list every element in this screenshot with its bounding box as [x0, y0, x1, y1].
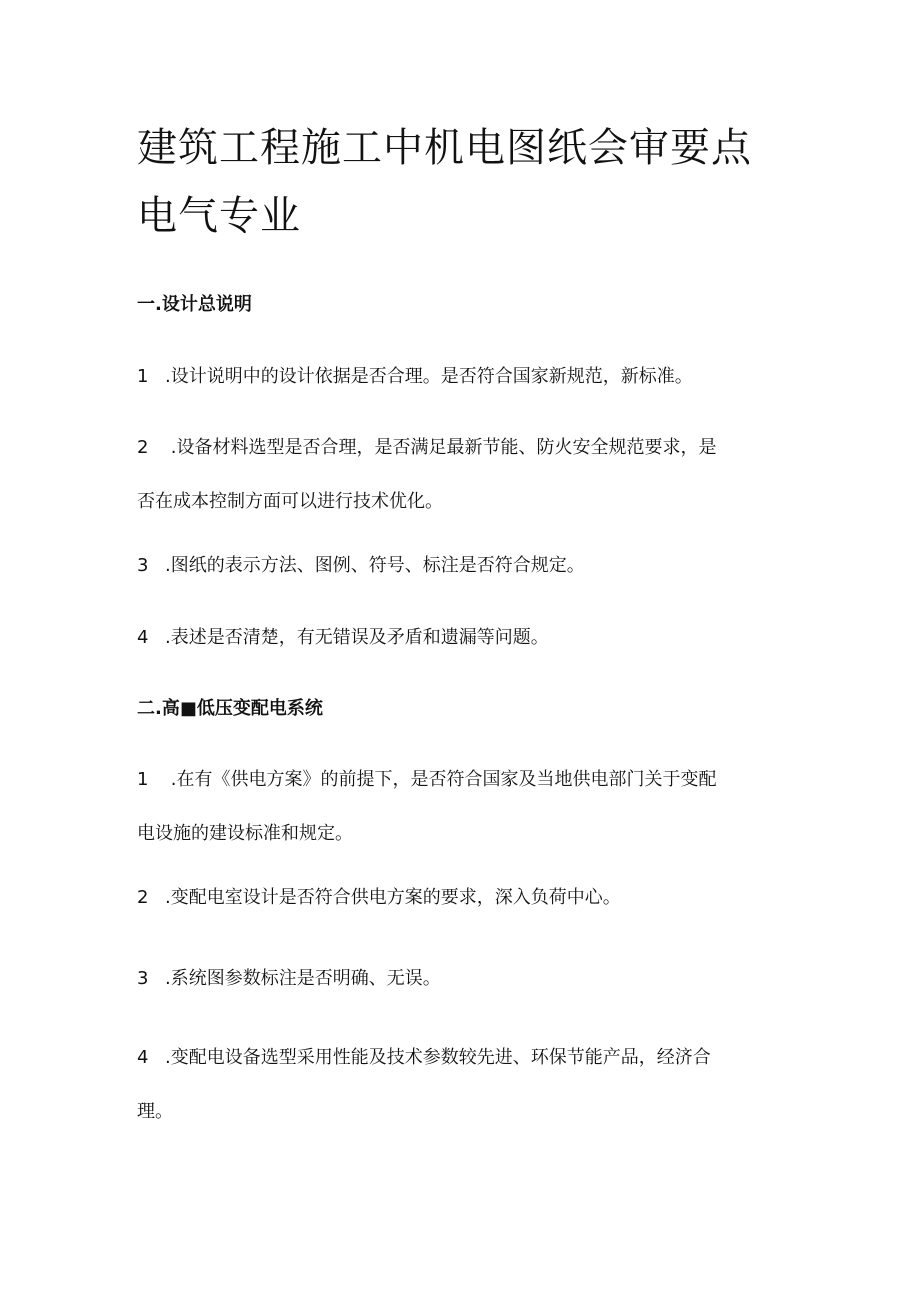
document-title-line-2: 电气专业 [137, 193, 301, 239]
list-item [137, 365, 777, 389]
list-item [137, 768, 777, 846]
list-item [137, 886, 777, 910]
item-text-continued: 电设施的建设标准和规定。 [137, 823, 353, 844]
document-title-line-1: 建筑工程施工中机电图纸会审要点 [137, 125, 752, 171]
section-heading-design-notes: 一.设计总说明 [137, 294, 252, 315]
list-item [137, 554, 777, 578]
item-number: 2 [137, 437, 149, 458]
item-text: .在有《供电方案》的前提下，是否符合国家及当地供电部门关于变配 [165, 769, 717, 790]
item-text: .设计说明中的设计依据是否合理。是否符合国家新规范，新标准。 [165, 366, 693, 387]
list-item [137, 626, 777, 650]
item-text: .图纸的表示方法、图例、符号、标注是否符合规定。 [165, 555, 585, 576]
item-number: 2 [137, 887, 149, 908]
item-text: .表述是否清楚，有无错误及矛盾和遗漏等问题。 [165, 627, 549, 648]
list-item [137, 967, 777, 991]
item-number: 3 [137, 968, 149, 989]
item-number: 4 [137, 627, 149, 648]
item-text: .变配电设备选型采用性能及技术参数较先进、环保节能产品，经济合 [165, 1047, 711, 1068]
item-number: 1 [137, 366, 149, 387]
item-text: .设备材料选型是否合理，是否满足最新节能、防火安全规范要求，是 [165, 437, 717, 458]
list-item [137, 1046, 777, 1124]
section-heading-substation-system: 二.高■低压变配电系统 [137, 698, 323, 719]
list-item [137, 436, 777, 514]
item-number: 1 [137, 769, 149, 790]
item-number: 4 [137, 1047, 149, 1068]
item-text-continued: 否在成本控制方面可以进行技术优化。 [137, 491, 443, 512]
item-text: .系统图参数标注是否明确、无误。 [165, 968, 441, 989]
item-text: .变配电室设计是否符合供电方案的要求，深入负荷中心。 [165, 887, 621, 908]
item-text-continued: 理。 [137, 1101, 173, 1122]
item-number: 3 [137, 555, 149, 576]
